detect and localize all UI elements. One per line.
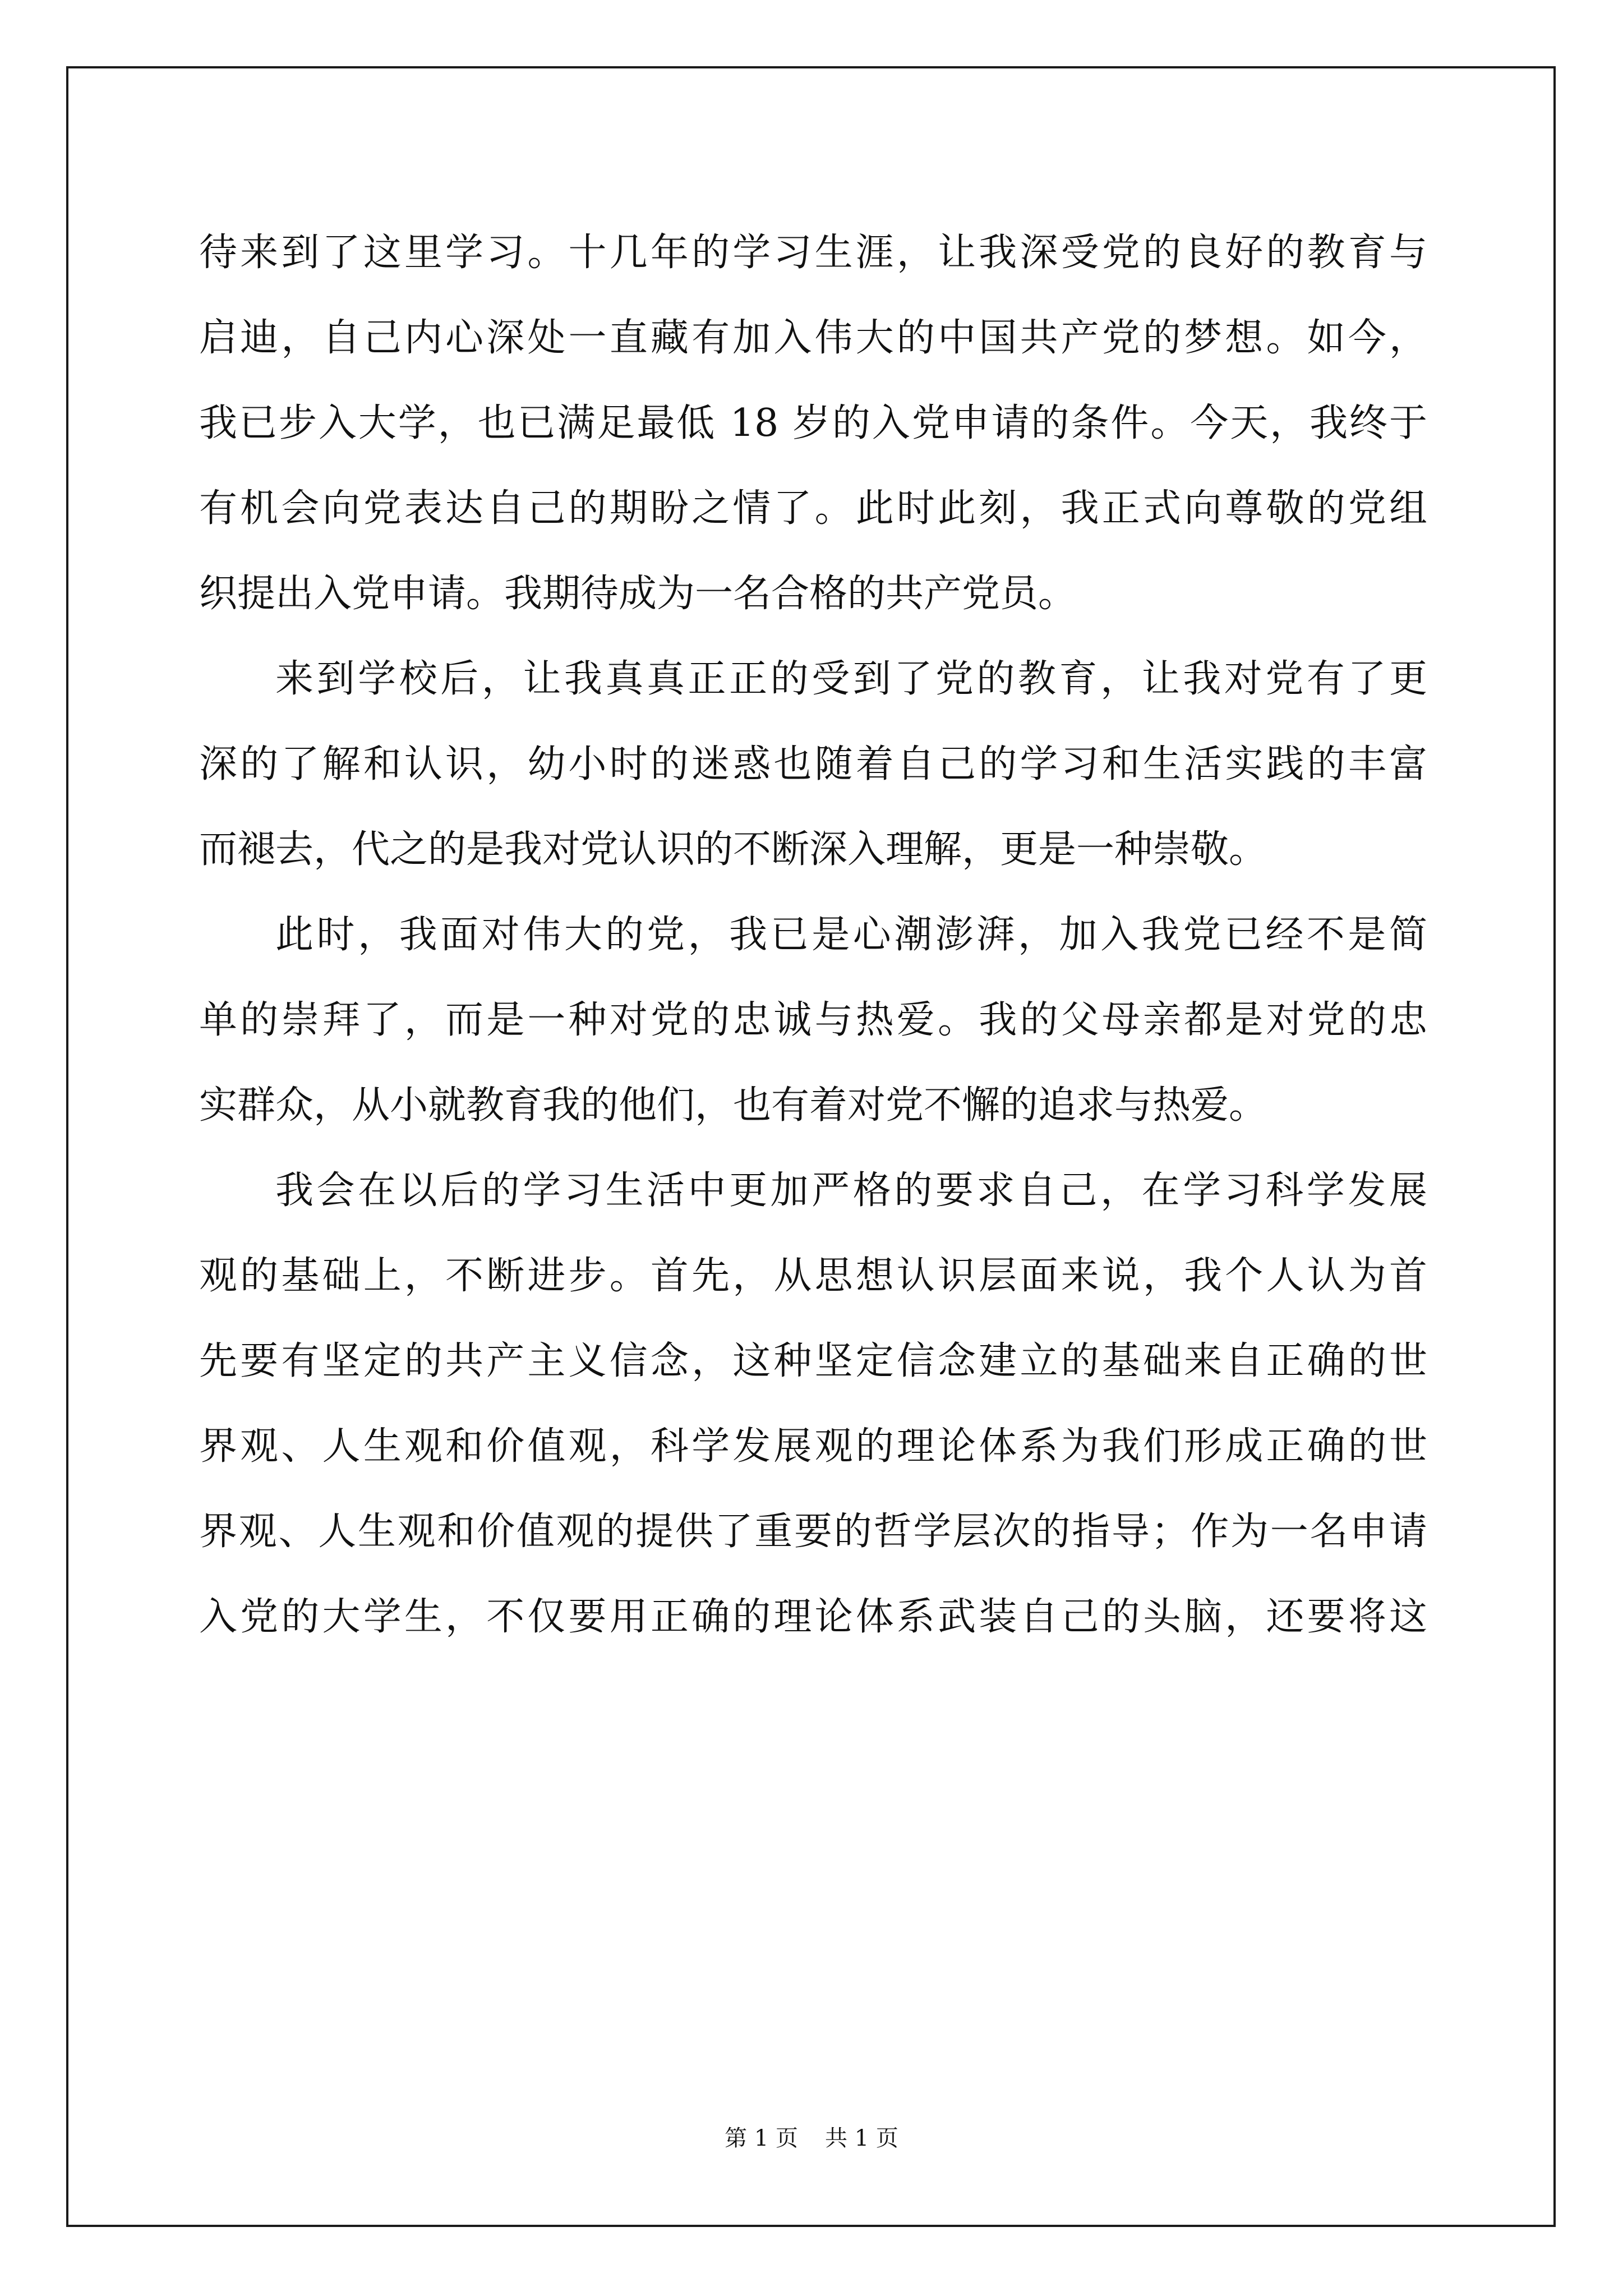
page-number: 第 1 页 xyxy=(725,2125,798,2151)
text-line: 界观、人生观和价值观，科学发展观的理论体系为我们形成正确的世 xyxy=(199,1424,1427,1469)
text-line: 待来到了这里学习。十几年的学习生涯，让我深受党的良好的教育与 xyxy=(199,231,1427,275)
text-line: 有机会向党表达自己的期盼之情了。此时此刻，我正式向尊敬的党组 xyxy=(199,486,1427,531)
text-line: 我已步入大学，也已满足最低 18 岁的入党申请的条件。今天，我终于 xyxy=(199,401,1427,445)
document-body xyxy=(199,210,1427,1660)
page-footer xyxy=(0,2120,1623,2152)
page-count: 共 1 页 xyxy=(825,2125,898,2151)
text-line: 深的了解和认识，幼小时的迷惑也随着自己的学习和生活实践的丰富 xyxy=(199,742,1427,786)
text-line: 先要有坚定的共产主义信念，这种坚定信念建立的基础来自正确的世 xyxy=(199,1339,1427,1383)
paragraph-first-line: 我会在以后的学习生活中更加严格的要求自己，在学习科学发展 xyxy=(275,1168,1427,1213)
paragraph-first-line: 此时，我面对伟大的党，我已是心潮澎湃，加入我党已经不是简 xyxy=(275,913,1427,957)
text-line: 启迪，自己内心深处一直藏有加入伟大的中国共产党的梦想。如今， xyxy=(199,316,1427,360)
text-line: 观的基础上，不断进步。首先，从思想认识层面来说，我个人认为首 xyxy=(199,1254,1427,1298)
text-line: 入党的大学生，不仅要用正确的理论体系武装自己的头脑，还要将这 xyxy=(199,1595,1427,1639)
text-line: 界观、人生观和价值观的提供了重要的哲学层次的指导；作为一名申请 xyxy=(199,1510,1427,1554)
text-line: 单的崇拜了，而是一种对党的忠诚与热爱。我的父母亲都是对党的忠 xyxy=(199,998,1427,1042)
text-line: 而褪去，代之的是我对党认识的不断深入理解，更是一种崇敬。 xyxy=(199,827,1267,872)
paragraph-first-line: 来到学校后，让我真真正正的受到了党的教育，让我对党有了更 xyxy=(275,657,1427,701)
text-line: 织提出入党申请。我期待成为一名合格的共产党员。 xyxy=(199,572,1077,616)
text-line: 实群众，从小就教育我的他们，也有着对党不懈的追求与热爱。 xyxy=(199,1083,1267,1128)
